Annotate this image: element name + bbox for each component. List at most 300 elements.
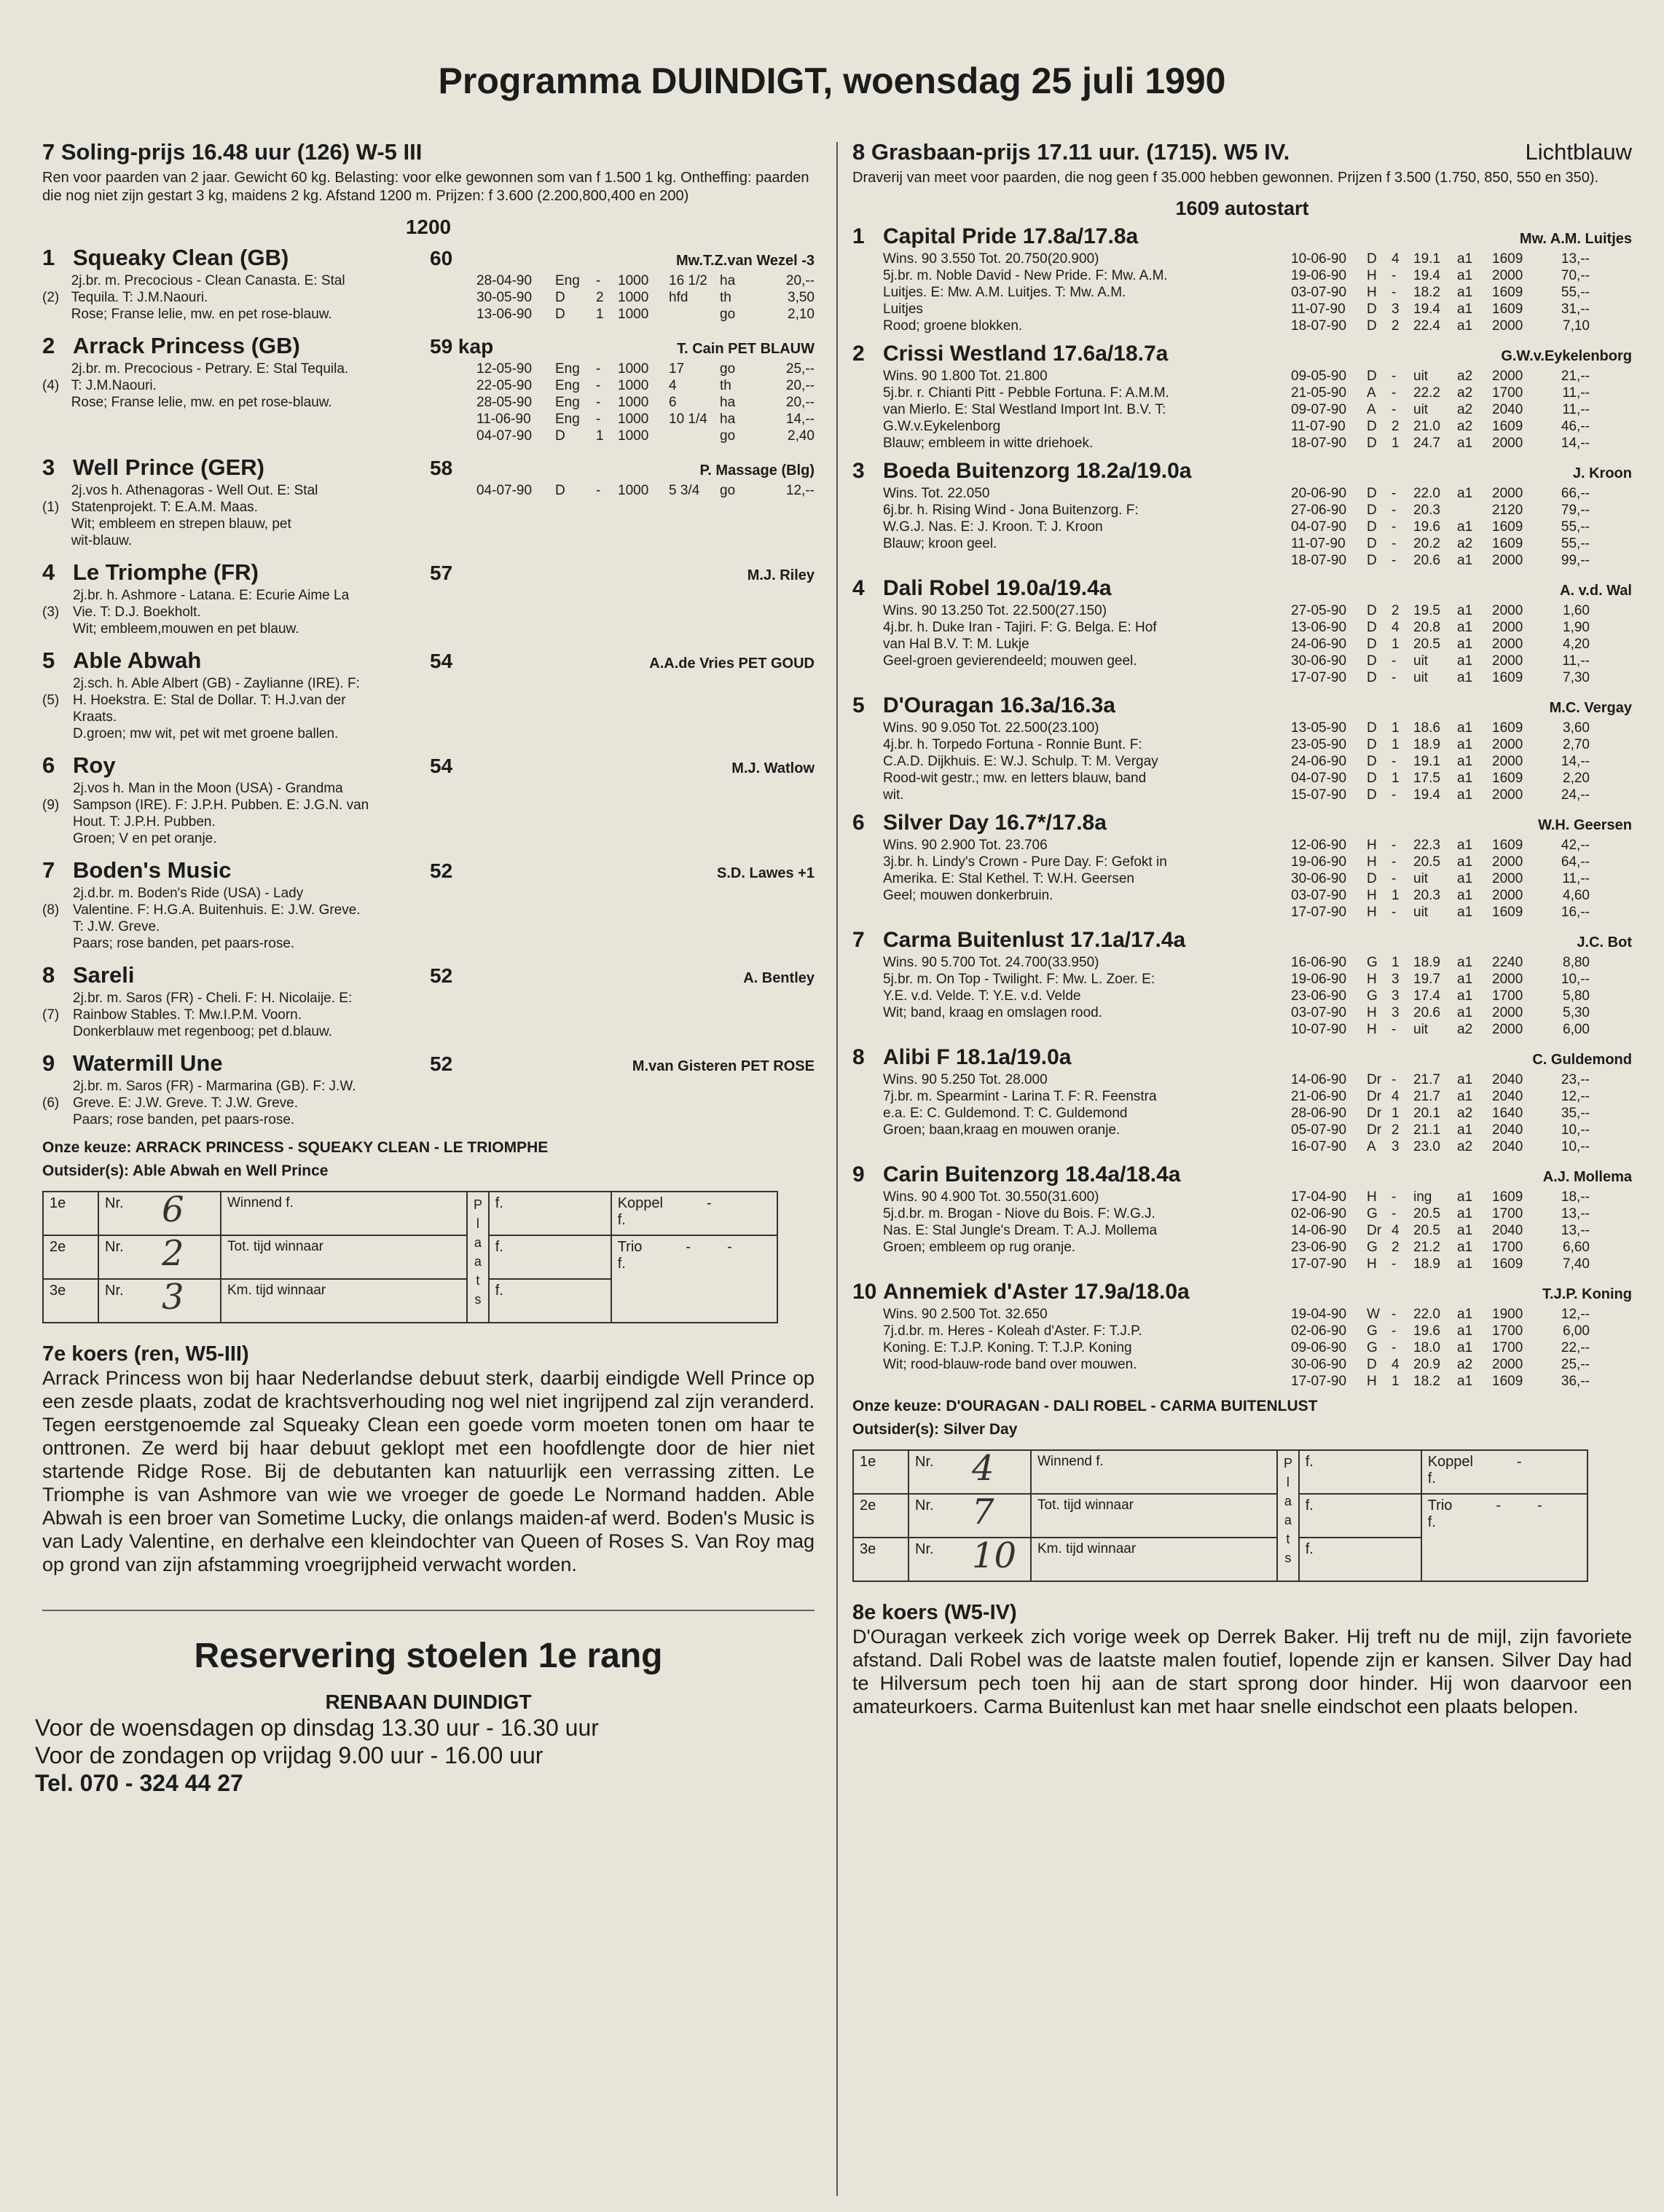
form-cell: 17-07-90 — [1291, 670, 1347, 685]
form-cell: 2 — [596, 290, 604, 305]
race-7-result-table-wrap — [42, 1191, 815, 1323]
form-cell: 2 — [1392, 318, 1400, 334]
form-cell: Eng — [555, 412, 580, 427]
form-cell: 18.0 — [1413, 1340, 1440, 1355]
form-cell: a1 — [1457, 1307, 1473, 1322]
horse-number: 6 — [852, 811, 865, 835]
form-cell: - — [1392, 754, 1397, 769]
form-row — [1291, 1105, 1632, 1122]
form-cell: A — [1367, 1139, 1376, 1154]
form-row — [1291, 385, 1632, 401]
form-cell: 2 — [1392, 1240, 1400, 1255]
form-cell: go — [720, 307, 736, 322]
form-cell: 2 — [1392, 603, 1400, 618]
form-cell: 1700 — [1492, 385, 1523, 401]
form-cell: D — [1367, 519, 1377, 535]
form-cell: 6,60 — [1563, 1240, 1590, 1255]
form-cell: 18,-- — [1561, 1189, 1590, 1205]
form-cell: 99,-- — [1561, 553, 1590, 568]
form-cell: uit — [1413, 402, 1429, 417]
form-cell: 20.3 — [1413, 888, 1440, 903]
form-cell: 10-06-90 — [1291, 251, 1347, 267]
horse-entry — [42, 454, 815, 549]
form-row — [1291, 368, 1632, 385]
horse-weight: 57 — [430, 562, 453, 584]
form-cell: th — [720, 378, 731, 393]
pedigree-line: 2j.br. m. Precocious - Petrary. E: Stal Tequila. — [71, 361, 349, 377]
form-cell: 20-06-90 — [1291, 486, 1347, 501]
form-cell: 13-06-90 — [476, 307, 533, 322]
horse-header — [42, 857, 815, 885]
number-label: Nr. — [915, 1497, 934, 1514]
form-cell: 2000 — [1492, 1357, 1523, 1372]
form-cell: 19-04-90 — [1291, 1307, 1347, 1322]
form-cell: - — [1392, 486, 1397, 501]
horse-pedigree — [883, 485, 1291, 569]
number-label: Nr. — [105, 1195, 124, 1211]
form-cell: a1 — [1457, 1240, 1473, 1255]
form-cell: D — [1367, 871, 1377, 886]
form-cell: 20.5 — [1413, 1223, 1440, 1238]
form-cell: 2240 — [1492, 955, 1523, 970]
horse-jockey: T. Cain PET BLAUW — [677, 341, 815, 357]
horse-header — [42, 454, 815, 482]
form-cell: 2000 — [1492, 972, 1523, 987]
form-cell: 3 — [1392, 988, 1400, 1004]
race-7-distance: 1200 — [405, 216, 452, 238]
horse-pedigree — [883, 1071, 1291, 1155]
horse-details — [42, 482, 815, 549]
form-cell: a1 — [1457, 1189, 1473, 1205]
form-cell: 22,-- — [1561, 1340, 1590, 1355]
horse-name: Capital Pride 17.8a/17.8a — [883, 224, 1139, 248]
form-cell: 2000 — [1492, 871, 1523, 886]
form-cell: 19.4 — [1413, 302, 1440, 317]
horse-pedigree — [73, 587, 501, 637]
result-table — [852, 1449, 1588, 1582]
form-cell: a1 — [1457, 285, 1473, 300]
form-cell: a1 — [1457, 787, 1473, 803]
form-cell: - — [1392, 503, 1397, 518]
form-cell: D — [1367, 754, 1377, 769]
form-row — [1291, 736, 1632, 753]
pedigree-line: Wit; band, kraag en omslagen rood. — [883, 1005, 1103, 1020]
pedigree-line: Groen; baan,kraag en mouwen oranje. — [883, 1122, 1121, 1138]
horse-name: Sareli — [73, 962, 135, 988]
form-cell: D — [1367, 670, 1377, 685]
form-cell: 7,10 — [1563, 318, 1590, 334]
form-cell: 19.4 — [1413, 268, 1440, 283]
horse-number: 5 — [852, 693, 865, 717]
pedigree-line: G.W.v.Eykelenborg — [883, 419, 1001, 434]
form-row — [1291, 653, 1632, 669]
form-cell: 27-05-90 — [1291, 603, 1347, 618]
form-cell: 17-07-90 — [1291, 905, 1347, 920]
pedigree-line: Blauw; kroon geel. — [883, 536, 997, 551]
koppel-text: Koppel — [617, 1195, 663, 1211]
form-cell: 20.5 — [1413, 1206, 1440, 1221]
horse-header — [852, 1045, 1632, 1071]
form-cell: - — [1392, 1340, 1397, 1355]
form-cell: D — [1367, 503, 1377, 518]
form-cell: 19.1 — [1413, 754, 1440, 769]
amount-label: Winnend f. — [1031, 1450, 1277, 1494]
form-row — [1291, 1205, 1632, 1222]
horse-trainer: W.H. Geersen — [1538, 817, 1632, 833]
form-cell: 2,20 — [1563, 771, 1590, 786]
form-cell: 2,40 — [788, 428, 815, 444]
form-cell: - — [1392, 519, 1397, 535]
form-cell: a1 — [1457, 268, 1473, 283]
pedigree-line: 5j.d.br. m. Brogan - Niove du Bois. F: W.G.J. — [883, 1206, 1155, 1221]
form-cell: 1000 — [618, 428, 649, 444]
form-cell: - — [1392, 1206, 1397, 1221]
form-cell: H — [1367, 905, 1377, 920]
horse-pedigree — [883, 837, 1291, 921]
pedigree-line: Tequila. T: J.M.Naouri. — [71, 290, 208, 305]
form-cell: 23,-- — [1561, 1072, 1590, 1087]
pedigree-line: 2j.br. h. Ashmore - Latana. E: Ecurie Aime La — [73, 588, 350, 603]
horse-name: Boden's Music — [73, 857, 232, 883]
form-cell: th — [720, 290, 731, 305]
form-row — [476, 306, 815, 323]
koppel-amount: f. — [617, 1212, 626, 1228]
horse-details — [42, 885, 815, 952]
form-cell: 2040 — [1492, 1139, 1523, 1154]
post-position-number: (1) — [42, 500, 60, 515]
form-cell: H — [1367, 285, 1377, 300]
form-cell: D — [555, 290, 565, 305]
form-cell: 16-07-90 — [1291, 1139, 1347, 1154]
form-cell: 2040 — [1492, 1072, 1523, 1087]
form-row — [1291, 1356, 1632, 1373]
pedigree-line: Wins. Tot. 22.050 — [883, 486, 990, 501]
form-cell: 20.8 — [1413, 620, 1440, 635]
post-position-number: (8) — [42, 902, 60, 918]
horse-post-position — [42, 990, 73, 1040]
form-cell: 14-06-90 — [1291, 1223, 1347, 1238]
form-cell: a1 — [1457, 318, 1473, 334]
reservation-sunday-hours: Voor de zondagen op vrijdag 9.00 uur - 16.00 uur — [35, 1742, 543, 1768]
form-cell: - — [1392, 285, 1397, 300]
form-cell: 2120 — [1492, 503, 1523, 518]
form-cell: 1609 — [1492, 670, 1523, 685]
horse-number: 2 — [852, 342, 865, 366]
form-cell: 11,-- — [1562, 871, 1590, 886]
form-cell: 2040 — [1492, 1122, 1523, 1138]
form-cell — [1457, 502, 1492, 519]
horse-name: Boeda Buitenzorg 18.2a/19.0a — [883, 459, 1192, 483]
race-8-result-table-wrap — [852, 1449, 1632, 1582]
form-cell: 10,-- — [1561, 972, 1590, 987]
koppel-dash: - — [1516, 1454, 1522, 1470]
form-cell: 21.1 — [1413, 1122, 1440, 1138]
form-cell: - — [1392, 905, 1397, 920]
form-cell: 2000 — [1492, 603, 1523, 618]
horse-header — [42, 559, 815, 587]
horse-header — [852, 928, 1632, 954]
form-cell: 1000 — [618, 290, 649, 305]
form-cell: 2000 — [1492, 1022, 1523, 1037]
form-cell: G — [1367, 955, 1378, 970]
form-cell: 2000 — [1492, 369, 1523, 384]
trio-dash: - — [1537, 1497, 1542, 1514]
form-cell: 3 — [1392, 972, 1400, 987]
form-cell: 24-06-90 — [1291, 754, 1347, 769]
form-cell: go — [720, 483, 736, 498]
form-row — [476, 361, 815, 377]
plaats-label: P l a a t s — [467, 1192, 489, 1323]
form-cell: D — [1367, 486, 1377, 501]
form-row — [1291, 837, 1632, 854]
form-cell: 12,-- — [785, 483, 815, 498]
pedigree-line: 5j.br. m. On Top - Twilight. F: Mw. L. Zoer. E: — [883, 972, 1155, 987]
number-cell — [908, 1450, 1031, 1494]
form-cell: 4,20 — [1563, 637, 1590, 652]
horse-trainer: J.C. Bot — [1577, 934, 1632, 950]
pedigree-line: 2j.br. m. Saros (FR) - Cheli. F: H. Nicolaije. E: — [73, 991, 353, 1006]
trio-label — [1428, 1497, 1581, 1514]
pedigree-line: Amerika. E: Stal Kethel. T: W.H. Geersen — [883, 871, 1134, 886]
form-cell: 1700 — [1492, 1240, 1523, 1255]
amount-label: Km. tijd winnaar — [221, 1279, 467, 1323]
form-row — [1291, 770, 1632, 787]
form-cell: 1700 — [1492, 1340, 1523, 1355]
plaats-amount: f. — [1299, 1494, 1421, 1538]
form-cell: 1 — [1392, 771, 1400, 786]
form-cell: a1 — [1457, 486, 1473, 501]
form-cell: - — [1392, 553, 1397, 568]
result-row — [43, 1235, 777, 1279]
result-row — [43, 1192, 777, 1235]
horse-number: 7 — [852, 928, 865, 952]
race-8-heading — [852, 138, 1632, 166]
form-cell: D — [1367, 653, 1377, 669]
horse-form — [476, 361, 815, 444]
horse-pedigree — [73, 885, 501, 952]
form-cell: 18.2 — [1413, 285, 1440, 300]
plaats-amount: f. — [1299, 1538, 1421, 1581]
form-cell: 04-07-90 — [476, 483, 533, 498]
horse-entry — [852, 459, 1632, 569]
pedigree-line: Wit; embleem,mouwen en pet blauw. — [73, 621, 299, 637]
form-cell: 35,-- — [1561, 1106, 1590, 1121]
form-cell: 20,-- — [785, 395, 815, 410]
form-cell: 3,50 — [788, 290, 815, 305]
form-cell: a2 — [1457, 369, 1473, 384]
pedigree-line: 2j.br. m. Saros (FR) - Marmarina (GB). F: J.W. — [73, 1079, 356, 1094]
form-cell: 2000 — [1492, 553, 1523, 568]
form-row — [1291, 502, 1632, 519]
pedigree-line: Hout. T: J.P.H. Pubben. — [73, 814, 216, 830]
koppel-dash: - — [706, 1195, 712, 1211]
horse-pedigree — [71, 482, 476, 549]
form-cell: 18.9 — [1413, 1256, 1440, 1272]
form-cell: a2 — [1457, 1022, 1473, 1037]
form-cell: 19-06-90 — [1291, 268, 1347, 283]
form-cell: 05-07-90 — [1291, 1122, 1347, 1138]
horse-form — [1291, 1071, 1632, 1155]
form-row — [1291, 904, 1632, 921]
form-cell: 22.4 — [1413, 318, 1440, 334]
form-cell: 1000 — [618, 307, 649, 322]
form-cell: H — [1367, 972, 1377, 987]
horse-details — [852, 954, 1632, 1038]
horse-post-position — [42, 587, 73, 637]
form-cell: 1700 — [1492, 1323, 1523, 1339]
race-8-distance: 1609 autostart — [1175, 197, 1309, 219]
form-cell: 3 — [1392, 1005, 1400, 1020]
form-cell: 1609 — [1492, 838, 1523, 853]
form-cell: 1900 — [1492, 1307, 1523, 1322]
form-cell: 22.3 — [1413, 838, 1440, 853]
horse-entry — [42, 245, 815, 323]
horse-name: Arrack Princess (GB) — [73, 333, 300, 358]
form-cell: 13-06-90 — [1291, 620, 1347, 635]
form-cell: 4 — [1392, 620, 1400, 635]
horse-name: Le Triomphe (FR) — [73, 559, 259, 585]
form-cell: uit — [1413, 905, 1429, 920]
form-cell: 18-07-90 — [1291, 318, 1347, 334]
form-cell: 23-06-90 — [1291, 1240, 1347, 1255]
column-divider — [836, 142, 838, 2196]
horse-post-position — [42, 885, 73, 952]
form-cell: 1,90 — [1563, 620, 1590, 635]
form-row — [1291, 267, 1632, 284]
form-cell: D — [555, 307, 565, 322]
form-cell: 1,60 — [1563, 603, 1590, 618]
form-cell: 21.0 — [1413, 419, 1440, 434]
form-cell: 21-06-90 — [1291, 1089, 1347, 1104]
post-position-number: (7) — [42, 1007, 60, 1023]
plaats-amount: f. — [489, 1192, 611, 1235]
form-cell: 46,-- — [1561, 419, 1590, 434]
horse-jockey: A.A.de Vries PET GOUD — [649, 656, 815, 672]
form-cell: 12,-- — [1561, 1307, 1590, 1322]
form-cell: a1 — [1457, 1089, 1473, 1104]
horse-weight: 58 — [430, 457, 453, 479]
form-cell: 2040 — [1492, 402, 1523, 417]
pedigree-line: 2j.d.br. m. Boden's Ride (USA) - Lady — [73, 886, 304, 901]
form-cell: - — [1392, 838, 1397, 853]
race-7-horse-list — [42, 245, 815, 1128]
horse-name: Roy — [73, 752, 116, 778]
horse-entry — [42, 857, 815, 952]
horse-weight: 52 — [430, 859, 453, 882]
horse-form — [501, 587, 815, 637]
number-label: Nr. — [915, 1454, 934, 1470]
form-cell: a1 — [1457, 1374, 1473, 1389]
form-cell: 1640 — [1492, 1106, 1523, 1121]
form-cell: 1000 — [618, 483, 649, 498]
form-cell: H — [1367, 1189, 1377, 1205]
horse-weight: 52 — [430, 964, 453, 987]
form-cell: a1 — [1457, 871, 1473, 886]
form-cell: 2,70 — [1563, 737, 1590, 752]
form-cell: uit — [1413, 369, 1429, 384]
number-cell — [98, 1189, 221, 1235]
horse-number: 5 — [42, 648, 55, 673]
result-row — [853, 1494, 1588, 1538]
form-cell: 17-07-90 — [1291, 1374, 1347, 1389]
pedigree-line: Wins. 90 13.250 Tot. 22.500(27.150) — [883, 603, 1107, 618]
pedigree-line: Luitjes — [883, 302, 923, 317]
form-cell: 2000 — [1492, 620, 1523, 635]
trio-amount: f. — [617, 1256, 626, 1272]
form-row — [1291, 1021, 1632, 1038]
form-cell: 18-07-90 — [1291, 553, 1347, 568]
horse-details — [42, 361, 815, 444]
trio-text: Trio — [617, 1239, 643, 1255]
form-cell: 1609 — [1492, 1256, 1523, 1272]
form-cell: 23-05-90 — [1291, 737, 1347, 752]
form-cell: a1 — [1457, 251, 1473, 267]
form-cell: 1609 — [1492, 251, 1523, 267]
form-row — [1291, 971, 1632, 988]
horse-name: Alibi F 18.1a/19.0a — [883, 1045, 1072, 1069]
form-row — [1291, 401, 1632, 418]
form-cell: H — [1367, 1022, 1377, 1037]
form-cell: a1 — [1457, 1206, 1473, 1221]
form-cell: 1700 — [1492, 988, 1523, 1004]
form-cell: 11-07-90 — [1291, 419, 1346, 434]
pedigree-line: Wins. 90 9.050 Tot. 22.500(23.100) — [883, 720, 1099, 736]
form-cell: 18.2 — [1413, 1374, 1440, 1389]
form-cell: - — [1392, 1256, 1397, 1272]
race-7-commentary: Arrack Princess won bij haar Nederlandse debuut sterk, daarbij eindigde Well Prince op een zesde plaats, zodat de krachtsverhouding nog wel niet ingrijpend zal zijn veranderd. Tegen eerstgenoemde zal Squeaky Clean een goede vorm moeten tonen om haar te onttronen. Ze werd bij haar debuut geklopt met een hoofdlengte door de hier niet startende Ridge Rose. Bij de debutanten kan natuurlijk een verrassing zitten. Le Triomphe is van Ashmore van wie we vroeger de goede Le Normand hadden. Able Abwah is een broer van Sometime Lucky, die onlangs maiden-af werd. Boden's Music is van Lady Valentine, en derhalve een kleindochter van Queen of Roses S. Van Roy mag op grond van zijn afstamming vroegrijpheid verwacht worden. — [42, 1367, 815, 1575]
horse-form — [476, 482, 815, 549]
form-cell: Dr — [1367, 1106, 1382, 1121]
horse-number: 4 — [852, 576, 865, 600]
horse-form — [501, 675, 815, 742]
race-8-column — [852, 138, 1632, 1718]
horse-pedigree — [71, 361, 476, 444]
result-row — [853, 1450, 1588, 1494]
form-cell: 1609 — [1492, 419, 1523, 434]
form-cell: 19.1 — [1413, 251, 1440, 267]
form-cell: 19.4 — [1413, 787, 1440, 803]
horse-trainer: M.C. Vergay — [1549, 700, 1632, 716]
post-position-number: (9) — [42, 798, 60, 813]
horse-pedigree — [883, 1306, 1291, 1390]
pedigree-line: 7j.br. m. Spearmint - Larina T. F: R. Feenstra — [883, 1089, 1157, 1104]
form-cell: - — [596, 361, 601, 377]
pedigree-line: 4j.br. h. Duke Iran - Tajiri. F: G. Belga. E: Hof — [883, 620, 1157, 635]
form-cell: uit — [1413, 871, 1429, 886]
form-row — [1291, 485, 1632, 502]
reservation-banner — [35, 1610, 815, 1797]
form-cell: 11-06-90 — [476, 412, 531, 427]
race-8-horse-list — [852, 224, 1632, 1390]
form-cell: D — [1367, 536, 1377, 551]
handwritten-number: 6 — [162, 1189, 184, 1230]
horse-number: 1 — [42, 245, 55, 270]
koppel-cell — [611, 1192, 777, 1235]
form-row — [1291, 870, 1632, 887]
form-cell: 2000 — [1492, 436, 1523, 451]
horse-pedigree — [883, 954, 1291, 1038]
form-cell: uit — [1413, 653, 1429, 669]
form-cell: 6,00 — [1563, 1022, 1590, 1037]
form-cell: a1 — [1457, 302, 1473, 317]
pedigree-line: T: J.W. Greve. — [73, 919, 160, 934]
pedigree-line: Donkerblauw met regenboog; pet d.blauw. — [73, 1024, 332, 1039]
horse-pedigree — [883, 1189, 1291, 1272]
form-cell: 13,-- — [1561, 1206, 1590, 1221]
form-cell: 1 — [1392, 1374, 1400, 1389]
form-cell: 11,-- — [1562, 402, 1590, 417]
place-label: 1e — [43, 1192, 98, 1235]
